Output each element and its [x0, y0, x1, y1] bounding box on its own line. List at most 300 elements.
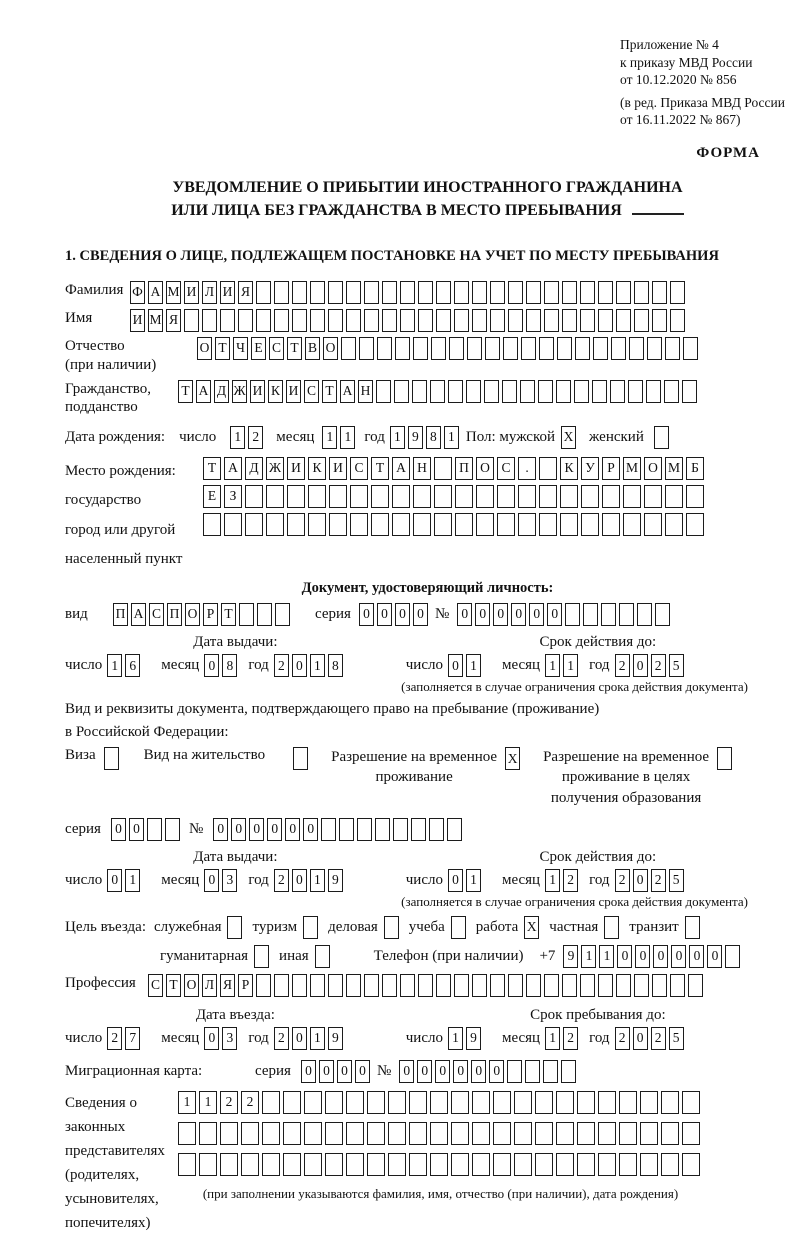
char-cell[interactable]: 9: [328, 1027, 343, 1050]
char-cell[interactable]: А: [148, 281, 163, 304]
char-cell[interactable]: 0: [635, 945, 650, 968]
char-cell[interactable]: 0: [493, 603, 508, 626]
char-cell[interactable]: [543, 1060, 558, 1083]
char-cell[interactable]: [557, 337, 572, 360]
purpose-option-checkbox[interactable]: X: [524, 916, 539, 939]
char-cell[interactable]: 0: [707, 945, 722, 968]
char-cell[interactable]: [310, 974, 325, 997]
purpose-option-checkbox[interactable]: [254, 945, 269, 968]
char-cell[interactable]: [661, 1091, 679, 1114]
char-cell[interactable]: [256, 309, 271, 332]
char-cell[interactable]: [665, 513, 683, 536]
char-cell[interactable]: [623, 513, 641, 536]
char-cell[interactable]: Р: [238, 974, 253, 997]
char-cell[interactable]: 9: [563, 945, 578, 968]
char-cell[interactable]: [310, 281, 325, 304]
char-cell[interactable]: 1: [444, 426, 459, 449]
char-cell[interactable]: [526, 309, 541, 332]
char-cell[interactable]: [392, 513, 410, 536]
char-cell[interactable]: [454, 281, 469, 304]
char-cell[interactable]: [451, 1122, 469, 1145]
char-cell[interactable]: [371, 485, 389, 508]
char-cell[interactable]: 0: [292, 654, 307, 677]
char-cell[interactable]: И: [250, 380, 265, 403]
char-cell[interactable]: [430, 1091, 448, 1114]
char-cell[interactable]: О: [323, 337, 338, 360]
char-cell[interactable]: 0: [448, 654, 463, 677]
char-cell[interactable]: [451, 1091, 469, 1114]
char-cell[interactable]: 0: [633, 869, 648, 892]
char-cell[interactable]: [525, 1060, 540, 1083]
char-cell[interactable]: [388, 1153, 406, 1176]
char-cell[interactable]: [497, 485, 515, 508]
char-cell[interactable]: [508, 281, 523, 304]
char-cell[interactable]: [241, 1122, 259, 1145]
char-cell[interactable]: У: [581, 457, 599, 480]
char-cell[interactable]: [147, 818, 162, 841]
char-cell[interactable]: [346, 974, 361, 997]
char-cell[interactable]: [539, 457, 557, 480]
char-cell[interactable]: [434, 457, 452, 480]
char-cell[interactable]: [382, 281, 397, 304]
char-cell[interactable]: 2: [615, 1027, 630, 1050]
char-cell[interactable]: Ч: [233, 337, 248, 360]
char-cell[interactable]: [411, 818, 426, 841]
char-cell[interactable]: [393, 818, 408, 841]
char-cell[interactable]: 0: [457, 603, 472, 626]
char-cell[interactable]: [395, 337, 410, 360]
char-cell[interactable]: .: [518, 457, 536, 480]
char-cell[interactable]: [245, 485, 263, 508]
char-cell[interactable]: 3: [222, 1027, 237, 1050]
char-cell[interactable]: [364, 974, 379, 997]
char-cell[interactable]: [634, 309, 649, 332]
char-cell[interactable]: [598, 309, 613, 332]
char-cell[interactable]: [413, 513, 431, 536]
char-cell[interactable]: [382, 974, 397, 997]
char-cell[interactable]: [472, 1153, 490, 1176]
char-cell[interactable]: [400, 974, 415, 997]
char-cell[interactable]: [283, 1122, 301, 1145]
char-cell[interactable]: [640, 1122, 658, 1145]
char-cell[interactable]: [544, 309, 559, 332]
char-cell[interactable]: 0: [529, 603, 544, 626]
char-cell[interactable]: [238, 309, 253, 332]
char-cell[interactable]: [562, 974, 577, 997]
char-cell[interactable]: Б: [686, 457, 704, 480]
char-cell[interactable]: [262, 1122, 280, 1145]
char-cell[interactable]: [619, 1091, 637, 1114]
char-cell[interactable]: 0: [319, 1060, 334, 1083]
char-cell[interactable]: 9: [408, 426, 423, 449]
char-cell[interactable]: 0: [633, 654, 648, 677]
char-cell[interactable]: [725, 945, 740, 968]
char-cell[interactable]: [640, 1153, 658, 1176]
char-cell[interactable]: [256, 974, 271, 997]
char-cell[interactable]: 1: [545, 1027, 560, 1050]
char-cell[interactable]: [544, 281, 559, 304]
char-cell[interactable]: [430, 1122, 448, 1145]
char-cell[interactable]: [580, 974, 595, 997]
char-cell[interactable]: [664, 380, 679, 403]
char-cell[interactable]: 0: [249, 818, 264, 841]
char-cell[interactable]: А: [131, 603, 146, 626]
char-cell[interactable]: 0: [475, 603, 490, 626]
char-cell[interactable]: 2: [615, 869, 630, 892]
char-cell[interactable]: Т: [166, 974, 181, 997]
char-cell[interactable]: [686, 485, 704, 508]
char-cell[interactable]: [581, 485, 599, 508]
char-cell[interactable]: П: [455, 457, 473, 480]
char-cell[interactable]: [661, 1153, 679, 1176]
char-cell[interactable]: [574, 380, 589, 403]
char-cell[interactable]: 0: [395, 603, 410, 626]
char-cell[interactable]: [283, 1091, 301, 1114]
char-cell[interactable]: 1: [466, 869, 481, 892]
char-cell[interactable]: [652, 309, 667, 332]
char-cell[interactable]: 0: [689, 945, 704, 968]
char-cell[interactable]: И: [287, 457, 305, 480]
char-cell[interactable]: О: [197, 337, 212, 360]
char-cell[interactable]: [245, 513, 263, 536]
char-cell[interactable]: [262, 1153, 280, 1176]
char-cell[interactable]: 5: [669, 654, 684, 677]
char-cell[interactable]: [292, 281, 307, 304]
char-cell[interactable]: С: [269, 337, 284, 360]
char-cell[interactable]: А: [340, 380, 355, 403]
char-cell[interactable]: [325, 1091, 343, 1114]
char-cell[interactable]: Т: [287, 337, 302, 360]
char-cell[interactable]: 1: [230, 426, 245, 449]
char-cell[interactable]: 0: [633, 1027, 648, 1050]
char-cell[interactable]: [611, 337, 626, 360]
char-cell[interactable]: 0: [301, 1060, 316, 1083]
char-cell[interactable]: 1: [599, 945, 614, 968]
char-cell[interactable]: [602, 513, 620, 536]
char-cell[interactable]: [634, 974, 649, 997]
char-cell[interactable]: [508, 974, 523, 997]
char-cell[interactable]: [556, 1153, 574, 1176]
char-cell[interactable]: [538, 380, 553, 403]
char-cell[interactable]: 1: [125, 869, 140, 892]
char-cell[interactable]: [199, 1153, 217, 1176]
char-cell[interactable]: [224, 513, 242, 536]
char-cell[interactable]: П: [167, 603, 182, 626]
char-cell[interactable]: [325, 1122, 343, 1145]
char-cell[interactable]: [256, 281, 271, 304]
char-cell[interactable]: [619, 603, 634, 626]
char-cell[interactable]: [409, 1122, 427, 1145]
char-cell[interactable]: [581, 513, 599, 536]
char-cell[interactable]: 2: [274, 869, 289, 892]
char-cell[interactable]: С: [350, 457, 368, 480]
char-cell[interactable]: [436, 309, 451, 332]
char-cell[interactable]: [241, 1153, 259, 1176]
char-cell[interactable]: [292, 309, 307, 332]
char-cell[interactable]: [490, 309, 505, 332]
char-cell[interactable]: [388, 1091, 406, 1114]
char-cell[interactable]: [535, 1122, 553, 1145]
char-cell[interactable]: X: [505, 747, 520, 770]
char-cell[interactable]: [178, 1153, 196, 1176]
char-cell[interactable]: [382, 309, 397, 332]
char-cell[interactable]: [325, 1153, 343, 1176]
char-cell[interactable]: Д: [245, 457, 263, 480]
char-cell[interactable]: [341, 337, 356, 360]
char-cell[interactable]: [539, 337, 554, 360]
char-cell[interactable]: [526, 281, 541, 304]
char-cell[interactable]: Л: [202, 974, 217, 997]
char-cell[interactable]: [329, 513, 347, 536]
char-cell[interactable]: Е: [203, 485, 221, 508]
purpose-option-checkbox[interactable]: [315, 945, 330, 968]
char-cell[interactable]: 0: [292, 869, 307, 892]
char-cell[interactable]: [652, 974, 667, 997]
char-cell[interactable]: 0: [417, 1060, 432, 1083]
char-cell[interactable]: 2: [241, 1091, 259, 1114]
char-cell[interactable]: [556, 1091, 574, 1114]
char-cell[interactable]: [346, 1091, 364, 1114]
char-cell[interactable]: [502, 380, 517, 403]
char-cell[interactable]: 1: [107, 654, 122, 677]
char-cell[interactable]: К: [308, 457, 326, 480]
char-cell[interactable]: [644, 485, 662, 508]
char-cell[interactable]: [454, 974, 469, 997]
char-cell[interactable]: О: [185, 603, 200, 626]
char-cell[interactable]: [472, 974, 487, 997]
char-cell[interactable]: [274, 974, 289, 997]
char-cell[interactable]: 0: [671, 945, 686, 968]
char-cell[interactable]: [266, 513, 284, 536]
char-cell[interactable]: [455, 485, 473, 508]
purpose-option-checkbox[interactable]: [604, 916, 619, 939]
char-cell[interactable]: 2: [220, 1091, 238, 1114]
char-cell[interactable]: 2: [248, 426, 263, 449]
char-cell[interactable]: [472, 1091, 490, 1114]
char-cell[interactable]: [583, 603, 598, 626]
char-cell[interactable]: К: [560, 457, 578, 480]
char-cell[interactable]: П: [113, 603, 128, 626]
char-cell[interactable]: [682, 1122, 700, 1145]
char-cell[interactable]: Я: [166, 309, 181, 332]
char-cell[interactable]: 6: [125, 654, 140, 677]
char-cell[interactable]: И: [220, 281, 235, 304]
char-cell[interactable]: [430, 380, 445, 403]
purpose-option-checkbox[interactable]: [303, 916, 318, 939]
char-cell[interactable]: [431, 337, 446, 360]
char-cell[interactable]: 1: [178, 1091, 196, 1114]
char-cell[interactable]: Т: [178, 380, 193, 403]
char-cell[interactable]: [409, 1153, 427, 1176]
char-cell[interactable]: [377, 337, 392, 360]
char-cell[interactable]: [661, 1122, 679, 1145]
char-cell[interactable]: [539, 485, 557, 508]
char-cell[interactable]: 0: [547, 603, 562, 626]
char-cell[interactable]: [304, 1153, 322, 1176]
char-cell[interactable]: 0: [377, 603, 392, 626]
char-cell[interactable]: [539, 513, 557, 536]
char-cell[interactable]: Ж: [232, 380, 247, 403]
char-cell[interactable]: Ф: [130, 281, 145, 304]
char-cell[interactable]: [400, 281, 415, 304]
char-cell[interactable]: [493, 1122, 511, 1145]
char-cell[interactable]: 8: [328, 654, 343, 677]
char-cell[interactable]: [670, 281, 685, 304]
char-cell[interactable]: [562, 281, 577, 304]
char-cell[interactable]: [220, 1153, 238, 1176]
char-cell[interactable]: 1: [310, 654, 325, 677]
char-cell[interactable]: [308, 485, 326, 508]
char-cell[interactable]: О: [644, 457, 662, 480]
char-cell[interactable]: [577, 1091, 595, 1114]
char-cell[interactable]: [434, 485, 452, 508]
char-cell[interactable]: 2: [274, 654, 289, 677]
char-cell[interactable]: 0: [292, 1027, 307, 1050]
char-cell[interactable]: [472, 281, 487, 304]
char-cell[interactable]: [682, 380, 697, 403]
char-cell[interactable]: [521, 337, 536, 360]
purpose-option-checkbox[interactable]: [451, 916, 466, 939]
purpose-option-checkbox[interactable]: [227, 916, 242, 939]
char-cell[interactable]: Я: [238, 281, 253, 304]
char-cell[interactable]: 2: [274, 1027, 289, 1050]
char-cell[interactable]: [497, 513, 515, 536]
char-cell[interactable]: 0: [213, 818, 228, 841]
char-cell[interactable]: [262, 1091, 280, 1114]
char-cell[interactable]: 1: [563, 654, 578, 677]
char-cell[interactable]: 0: [435, 1060, 450, 1083]
char-cell[interactable]: 0: [448, 869, 463, 892]
char-cell[interactable]: 2: [615, 654, 630, 677]
char-cell[interactable]: [503, 337, 518, 360]
char-cell[interactable]: [104, 747, 119, 770]
char-cell[interactable]: [665, 337, 680, 360]
char-cell[interactable]: [388, 1122, 406, 1145]
char-cell[interactable]: [413, 485, 431, 508]
char-cell[interactable]: 2: [107, 1027, 122, 1050]
char-cell[interactable]: [304, 1122, 322, 1145]
char-cell[interactable]: [562, 309, 577, 332]
char-cell[interactable]: [490, 974, 505, 997]
char-cell[interactable]: [274, 281, 289, 304]
char-cell[interactable]: [593, 337, 608, 360]
char-cell[interactable]: 1: [310, 869, 325, 892]
char-cell[interactable]: [239, 603, 254, 626]
char-cell[interactable]: [652, 281, 667, 304]
char-cell[interactable]: Д: [214, 380, 229, 403]
char-cell[interactable]: 7: [125, 1027, 140, 1050]
char-cell[interactable]: 2: [651, 1027, 666, 1050]
char-cell[interactable]: [359, 337, 374, 360]
char-cell[interactable]: 9: [328, 869, 343, 892]
char-cell[interactable]: [577, 1153, 595, 1176]
char-cell[interactable]: 0: [399, 1060, 414, 1083]
char-cell[interactable]: [310, 309, 325, 332]
char-cell[interactable]: О: [476, 457, 494, 480]
char-cell[interactable]: И: [184, 281, 199, 304]
char-cell[interactable]: [508, 309, 523, 332]
purpose-option-checkbox[interactable]: [685, 916, 700, 939]
char-cell[interactable]: Ж: [266, 457, 284, 480]
char-cell[interactable]: И: [130, 309, 145, 332]
char-cell[interactable]: [304, 1091, 322, 1114]
char-cell[interactable]: [447, 818, 462, 841]
char-cell[interactable]: [484, 380, 499, 403]
char-cell[interactable]: [367, 1091, 385, 1114]
char-cell[interactable]: [619, 1122, 637, 1145]
char-cell[interactable]: 1: [340, 426, 355, 449]
char-cell[interactable]: М: [623, 457, 641, 480]
char-cell[interactable]: 0: [285, 818, 300, 841]
char-cell[interactable]: [670, 974, 685, 997]
char-cell[interactable]: [556, 1122, 574, 1145]
char-cell[interactable]: [493, 1091, 511, 1114]
char-cell[interactable]: [507, 1060, 522, 1083]
char-cell[interactable]: Т: [215, 337, 230, 360]
char-cell[interactable]: 8: [222, 654, 237, 677]
char-cell[interactable]: [436, 281, 451, 304]
char-cell[interactable]: [454, 309, 469, 332]
char-cell[interactable]: Н: [358, 380, 373, 403]
char-cell[interactable]: С: [497, 457, 515, 480]
char-cell[interactable]: 1: [310, 1027, 325, 1050]
char-cell[interactable]: 5: [669, 1027, 684, 1050]
char-cell[interactable]: [364, 309, 379, 332]
char-cell[interactable]: С: [149, 603, 164, 626]
char-cell[interactable]: [409, 1091, 427, 1114]
char-cell[interactable]: М: [166, 281, 181, 304]
char-cell[interactable]: 0: [231, 818, 246, 841]
char-cell[interactable]: [598, 1091, 616, 1114]
char-cell[interactable]: 3: [222, 869, 237, 892]
char-cell[interactable]: X: [561, 426, 576, 449]
char-cell[interactable]: 0: [111, 818, 126, 841]
char-cell[interactable]: С: [148, 974, 163, 997]
char-cell[interactable]: [184, 309, 199, 332]
char-cell[interactable]: [394, 380, 409, 403]
char-cell[interactable]: А: [196, 380, 211, 403]
char-cell[interactable]: [616, 309, 631, 332]
char-cell[interactable]: [364, 281, 379, 304]
char-cell[interactable]: [616, 974, 631, 997]
char-cell[interactable]: 2: [563, 1027, 578, 1050]
char-cell[interactable]: [520, 380, 535, 403]
char-cell[interactable]: 5: [669, 869, 684, 892]
char-cell[interactable]: К: [268, 380, 283, 403]
char-cell[interactable]: 0: [471, 1060, 486, 1083]
char-cell[interactable]: [455, 513, 473, 536]
char-cell[interactable]: [165, 818, 180, 841]
char-cell[interactable]: Т: [221, 603, 236, 626]
char-cell[interactable]: [616, 281, 631, 304]
char-cell[interactable]: 0: [204, 869, 219, 892]
char-cell[interactable]: [644, 513, 662, 536]
char-cell[interactable]: [485, 337, 500, 360]
char-cell[interactable]: [274, 309, 289, 332]
char-cell[interactable]: [683, 337, 698, 360]
char-cell[interactable]: З: [224, 485, 242, 508]
char-cell[interactable]: 2: [651, 654, 666, 677]
char-cell[interactable]: [476, 485, 494, 508]
char-cell[interactable]: [686, 513, 704, 536]
char-cell[interactable]: 1: [466, 654, 481, 677]
char-cell[interactable]: [610, 380, 625, 403]
char-cell[interactable]: [367, 1153, 385, 1176]
char-cell[interactable]: [350, 513, 368, 536]
char-cell[interactable]: [637, 603, 652, 626]
char-cell[interactable]: [688, 974, 703, 997]
char-cell[interactable]: [623, 485, 641, 508]
